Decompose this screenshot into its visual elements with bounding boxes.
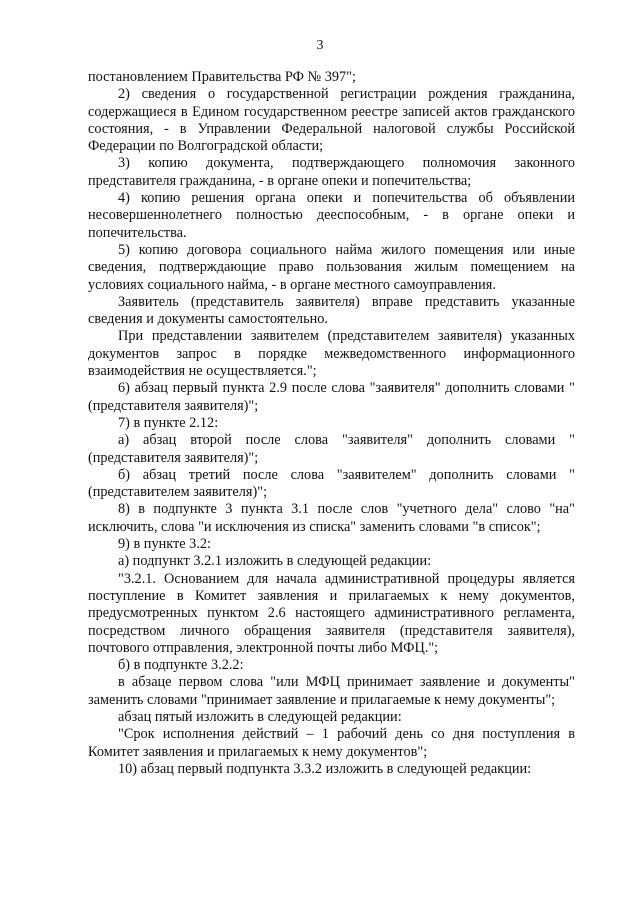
- paragraph-17: в абзаце первом слова "или МФЦ принимает заявление и документы" заменить словами "принимает заявление и прилагаемые к нему документы";: [88, 674, 575, 708]
- page-number: 3: [316, 38, 324, 53]
- paragraph-9: 7) в пункте 2.12:: [118, 414, 219, 431]
- paragraph-11: б) абзац третий после слова "заявителем" дополнить словами "(представителем заявителя)";: [88, 466, 575, 501]
- paragraph-14: а) подпункт 3.2.1 изложить в следующей редакции:: [118, 553, 432, 570]
- paragraph-4: 4) копию решения органа опеки и попечительства об объявлении несовершеннолетнего полностью дееспособным, - в органе опеки и попечительства.: [88, 190, 575, 241]
- paragraph-15: "3.2.1. Основанием для начала административной процедуры является поступление в Комитет заявления и прилагаемых к нему документов, предусмотренных пунктом 2.6 настоящего административного регламента, посредством личного обращения заявителя (представителя заявителя), почтового отправления, электронной почты либо МФЦ.";: [88, 570, 575, 656]
- paragraph-6: Заявитель (представитель заявителя) вправе представить указанные сведения и документы самостоятельно.: [88, 293, 575, 328]
- paragraph-5: 5) копию договора социального найма жилого помещения или иные сведения, подтверждающие право пользования жилым помещением на условиях социального найма, - в органе местного самоуправления.: [88, 241, 575, 293]
- document-body: [88, 69, 575, 778]
- paragraph-12: 8) в подпункте 3 пункта 3.1 после слов "учетного дела" слово "на" исключить, слова "и исключения из списка" заменить словами "в список";: [88, 501, 575, 535]
- paragraph-3: 3) копию документа, подтверждающего полномочия законного представителя гражданина, - в органе опеки и попечительства;: [88, 155, 575, 189]
- paragraph-1: постановлением Правительства РФ № 397";: [88, 69, 356, 85]
- paragraph-13: 9) в пункте 3.2:: [118, 536, 212, 553]
- paragraph-10: а) абзац второй после слова "заявителя" дополнить словами "(представителя заявителя)";: [88, 432, 575, 466]
- paragraph-19: "Срок исполнения действий – 1 рабочий день со дня поступления в Комитет заявления и прилагаемых к нему документов";: [88, 726, 575, 760]
- paragraph-7: При представлении заявителем (представителем заявителя) указанных документов запрос в порядке межведомственного информационного взаимодействия не осуществляется.";: [88, 328, 575, 380]
- paragraph-18: абзац пятый изложить в следующей редакции:: [118, 708, 402, 725]
- paragraph-20: 10) абзац первый подпункта 3.3.2 изложить в следующей редакции:: [118, 760, 532, 777]
- paragraph-16: б) в подпункте 3.2.2:: [118, 657, 244, 674]
- paragraph-2: 2) сведения о государственной регистрации рождения гражданина, содержащиеся в Едином государственном реестре записей актов гражданского состояния, - в Управлении Федеральной налоговой службы Российской Федерации по Волгоградской области;: [88, 86, 575, 155]
- paragraph-8: 6) абзац первый пункта 2.9 после слова "заявителя" дополнить словами "(представителя заявителя)";: [88, 380, 575, 414]
